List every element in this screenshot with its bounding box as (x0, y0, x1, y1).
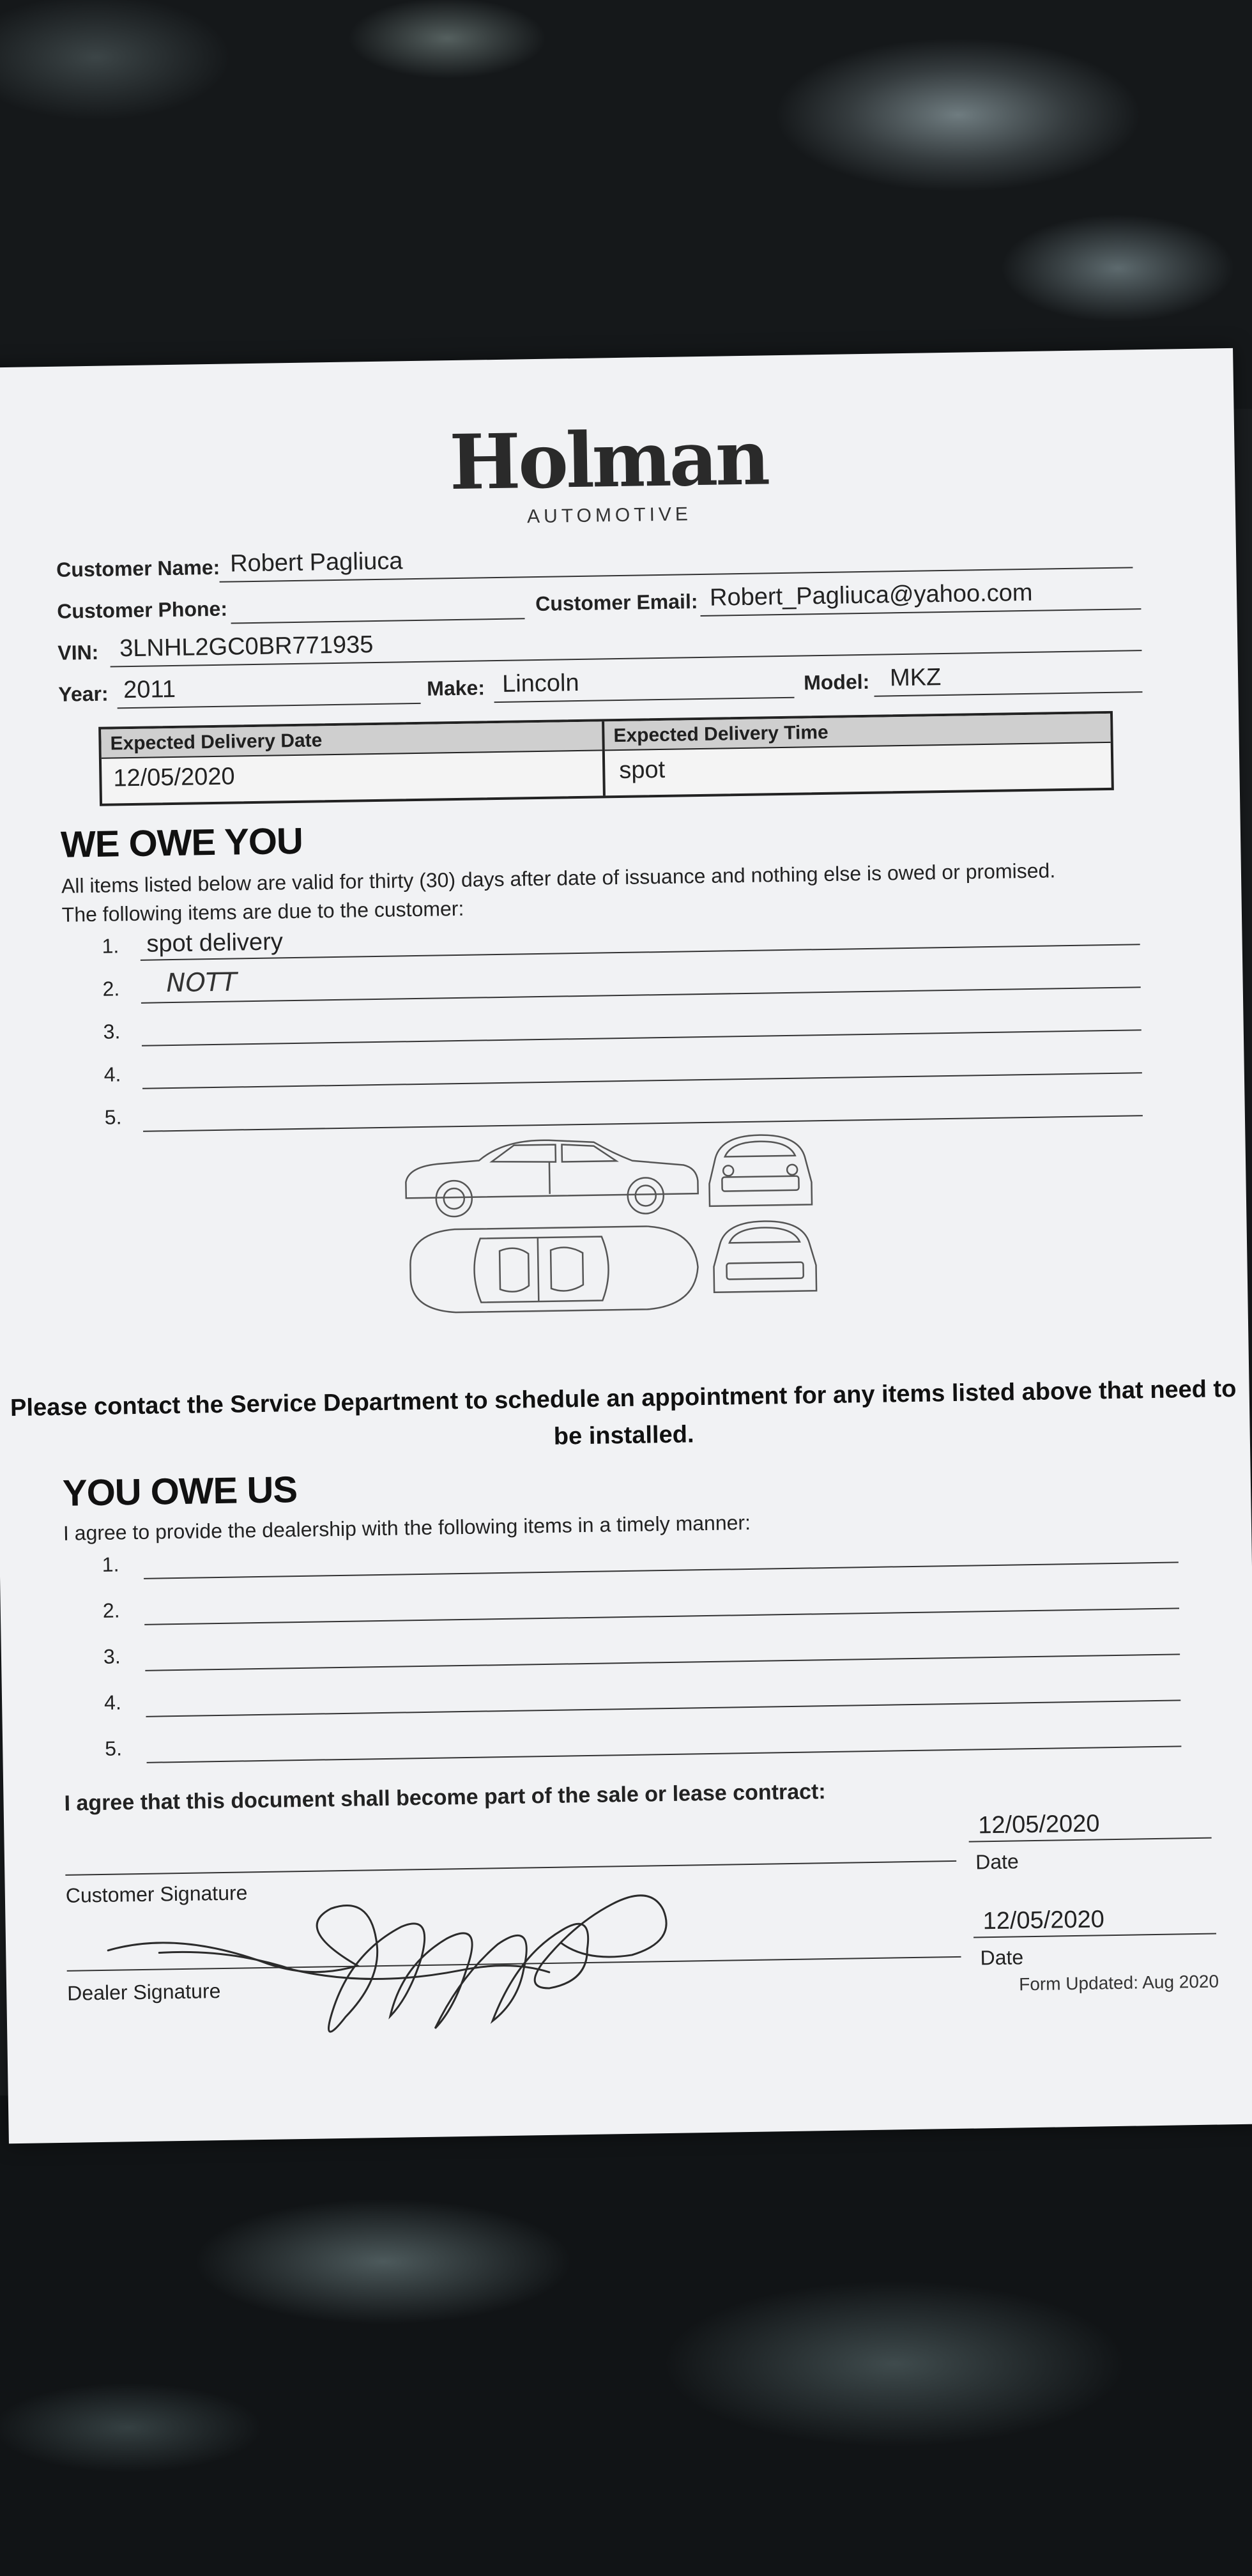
year-line (118, 703, 421, 709)
model-value[interactable]: MKZ (889, 664, 942, 692)
car-side-view-icon (405, 1138, 698, 1217)
we-owe-item-2[interactable]: NOTT (166, 967, 238, 999)
dealer-date-label: Date (980, 1945, 1024, 1970)
you-owe-line-1 (144, 1561, 1179, 1579)
you-owe-num-5: 5. (104, 1736, 123, 1760)
we-owe-num-5: 5. (104, 1105, 122, 1129)
customer-name-value[interactable]: Robert Pagliuca (229, 548, 403, 578)
you-owe-num-1: 1. (102, 1552, 119, 1576)
vin-label: VIN: (57, 640, 99, 664)
customer-signature-scribble (100, 1845, 704, 2066)
we-owe-intro-1: All items listed below are valid for thirty (30) days after date of issuance and nothing else is owed or promised. (61, 859, 1056, 898)
you-owe-line-5 (147, 1745, 1182, 1763)
dealer-date-value[interactable]: 12/05/2020 (982, 1906, 1105, 1935)
make-label: Make: (426, 676, 485, 700)
we-owe-line-1 (141, 944, 1140, 961)
delivery-time-label: Expected Delivery Time (613, 721, 828, 747)
year-value[interactable]: 2011 (123, 675, 176, 704)
model-label: Model: (803, 670, 870, 694)
vin-value[interactable]: 3LNHL2GC0BR771935 (119, 631, 374, 663)
we-owe-heading: WE OWE YOU (60, 820, 303, 866)
customer-date-value[interactable]: 12/05/2020 (977, 1810, 1100, 1839)
you-owe-intro: I agree to provide the dealership with the following items in a timely manner: (63, 1510, 751, 1545)
delivery-time-value[interactable]: spot (618, 756, 666, 785)
customer-date-label: Date (975, 1850, 1019, 1874)
customer-phone-label: Customer Phone: (56, 597, 228, 623)
customer-phone-line (231, 618, 525, 624)
we-owe-line-5 (143, 1115, 1143, 1132)
customer-email-label: Customer Email: (535, 590, 698, 616)
year-label: Year: (58, 682, 109, 706)
vehicle-damage-diagram (402, 1131, 840, 1368)
background-surface-top (0, 0, 1252, 409)
car-front-view-icon (708, 1134, 812, 1206)
form-page (0, 348, 1252, 2143)
you-owe-line-4 (146, 1699, 1180, 1717)
background-surface-bottom (0, 2096, 1252, 2576)
we-owe-num-1: 1. (102, 934, 119, 958)
we-owe-intro-2: The following items are due to the customer: (61, 896, 464, 926)
you-owe-num-2: 2. (102, 1598, 120, 1622)
customer-email-value[interactable]: Robert_Pagliuca@yahoo.com (709, 579, 1033, 611)
you-owe-num-4: 4. (103, 1690, 122, 1714)
you-owe-heading: YOU OWE US (62, 1469, 298, 1514)
we-owe-num-3: 3. (103, 1020, 121, 1043)
delivery-box (98, 711, 1114, 806)
we-owe-line-4 (142, 1072, 1142, 1089)
agreement-statement: I agree that this document shall become part of the sale or lease contract: (64, 1779, 826, 1816)
we-owe-line-3 (142, 1029, 1141, 1046)
model-line (874, 691, 1143, 697)
delivery-date-value[interactable]: 12/05/2020 (113, 763, 235, 792)
dealer-signature-label: Dealer Signature (66, 1979, 221, 2005)
we-owe-num-2: 2. (102, 977, 120, 1000)
delivery-date-header (101, 721, 602, 758)
make-value[interactable]: Lincoln (501, 669, 579, 698)
you-owe-line-2 (144, 1607, 1179, 1625)
we-owe-item-1[interactable]: spot delivery (146, 928, 284, 958)
holman-logo: Holman (448, 413, 768, 507)
customer-name-label: Customer Name: (56, 555, 220, 581)
you-owe-num-3: 3. (103, 1644, 121, 1668)
we-owe-num-4: 4. (103, 1062, 121, 1086)
customer-signature-label: Customer Signature (65, 1881, 248, 1907)
delivery-time-header (604, 714, 1111, 751)
car-rear-view-icon (713, 1220, 816, 1292)
make-line (494, 697, 795, 703)
delivery-date-label: Expected Delivery Date (110, 730, 323, 755)
we-owe-line-2 (141, 986, 1141, 1004)
service-notice: Please contact the Service Department to schedule an appointment for any items listed above that need to be installed. (10, 1375, 1237, 1450)
you-owe-line-3 (145, 1653, 1180, 1671)
logo-subtitle: AUTOMOTIVE (526, 503, 692, 528)
form-updated-note: Form Updated: Aug 2020 (1018, 1971, 1219, 1995)
car-top-view-icon (410, 1225, 699, 1313)
